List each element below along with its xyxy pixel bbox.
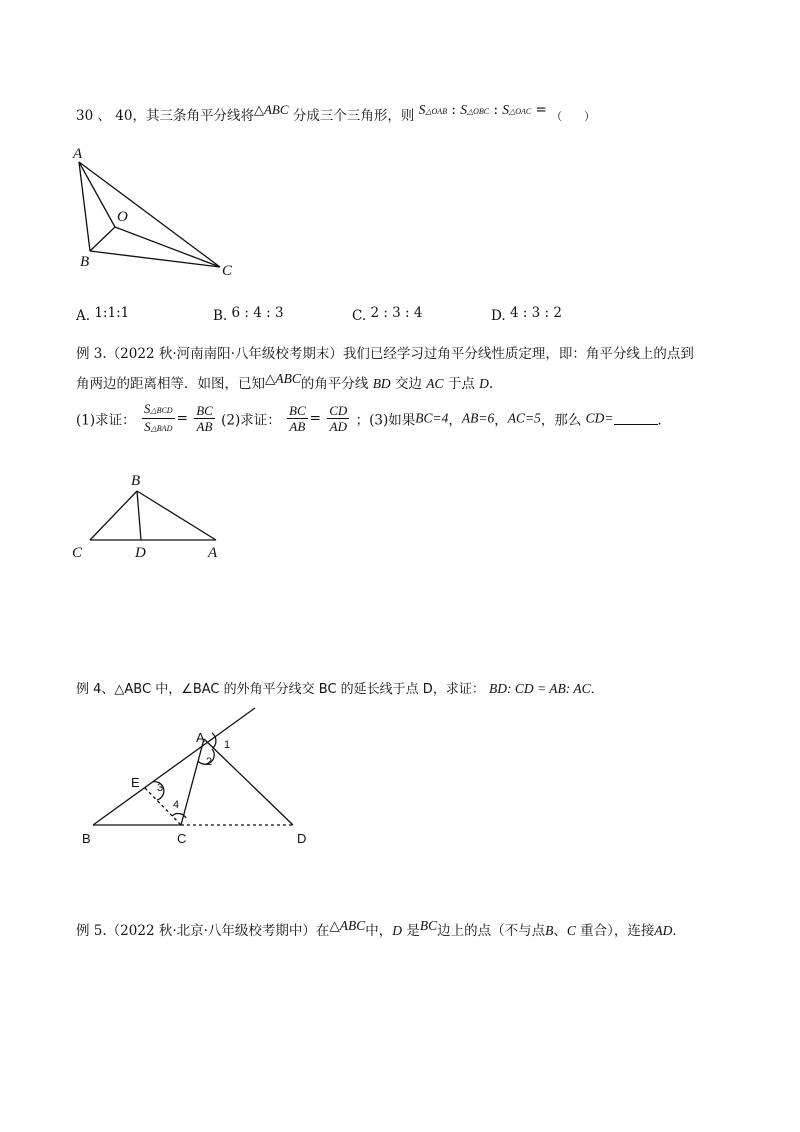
option-a-value: 1:1:1 xyxy=(94,305,130,321)
question-text-1: ，其三条角平分线将 xyxy=(132,108,254,124)
ex3-part-2: (2)求证： xyxy=(221,412,281,429)
frac2-num: BC xyxy=(196,403,213,418)
ex3-bc-value: BC=4 xyxy=(415,410,449,426)
area-symbol-3: S xyxy=(502,102,510,117)
ex5-ad: AD xyxy=(654,923,673,938)
ex3-text-a: 角两边的距离相等．如图，已知 xyxy=(76,376,265,392)
fig1-label-a: A xyxy=(73,146,83,162)
option-c-letter: C. xyxy=(352,308,367,324)
ex3-part-1: (1)求证： xyxy=(76,412,136,429)
ex3-text-d: 于点 xyxy=(447,376,475,392)
ex5-text-e: 、 xyxy=(553,923,567,939)
example-3-parts: (1)求证： $\frac{\text{S△BCD}}{\text{S△BAD}}$ = $\frac{BC}{AB}$ (2)求证： $\frac{BC}{AB}$ = $\frac{CD}{AD}$ ；(3)如果BC=4，AB=6，AC=5，那么 CD= ． xyxy=(76,401,672,434)
ex5-d: D xyxy=(392,923,403,938)
ex3-sep-2: ， xyxy=(494,412,508,429)
fig3-label-e: E xyxy=(131,775,140,790)
fig3-label-c: C xyxy=(177,831,187,846)
question-text-2: 分成三个三角形，则 xyxy=(292,108,415,124)
angle-value-2: 40 xyxy=(115,108,133,124)
fig3-label-d: D xyxy=(297,831,307,846)
ex3-bd: BD xyxy=(372,376,391,391)
separator: 、 xyxy=(97,108,111,124)
ex3-text-e: . xyxy=(488,376,494,392)
ex3-part-3: ；(3)如果 xyxy=(355,412,416,429)
area-symbol-1: S xyxy=(418,102,426,117)
ex5-triangle: △ABC xyxy=(329,918,366,933)
option-c-value: 2 : 3 : 4 xyxy=(370,305,423,321)
frac3-num: BC xyxy=(289,403,306,418)
example-3-line-1: 例 3.（2022 秋·河南南阳·八年级校考期末）我们已经学习过角平分线性质定理，即：角平分线上的点到 xyxy=(76,346,694,362)
area-subscript-3: △OAC xyxy=(509,107,532,116)
frac1-num: S xyxy=(143,401,151,416)
option-b-value: 6 : 4 : 3 xyxy=(231,305,284,321)
ex3-sep-1: ， xyxy=(448,412,462,429)
ex5-end: ． xyxy=(672,923,686,939)
ratio-colon-1: : xyxy=(451,102,456,118)
ex3-ac: AC xyxy=(426,376,444,391)
fig1-label-b: B xyxy=(80,254,90,270)
ex3-ac-value: AC=5 xyxy=(507,410,541,426)
answer-parens: （ ） xyxy=(551,110,596,123)
ex3-text-b: 的角平分线 xyxy=(300,376,369,392)
example-5-line xyxy=(76,919,686,939)
ex4-end: ． xyxy=(590,682,604,697)
triangle-abc: △ABC xyxy=(253,102,289,117)
ex5-text-f: 重合），连接 xyxy=(580,923,655,939)
ex5-text-d: 边上的点（不与点 xyxy=(437,923,546,939)
equals-sign: = xyxy=(535,102,547,118)
frac1-den: S xyxy=(144,419,151,434)
option-d-letter: D. xyxy=(491,308,506,324)
fig2-label-b: B xyxy=(131,473,141,489)
area-subscript-2: △OBC xyxy=(466,107,490,116)
fig3-label-a: A xyxy=(196,730,205,745)
ex3-cd-label: CD= xyxy=(585,410,614,426)
ex4-text: 例 4、△ABC 中，∠BAC 的外角平分线交 BC 的延长线于点 D，求证： xyxy=(76,682,485,697)
option-b-letter: B. xyxy=(213,308,228,324)
option-d-value: 4 : 3 : 2 xyxy=(509,305,562,321)
fig3-label-4: 4 xyxy=(173,799,180,811)
ex5-text-b: 中， xyxy=(365,923,393,939)
area-symbol-2: S xyxy=(460,102,467,117)
frac4-num: CD xyxy=(329,403,348,418)
ratio-colon-2: : xyxy=(493,102,498,118)
frac2-den: AB xyxy=(196,419,213,434)
fig1-label-c: C xyxy=(222,263,233,279)
ex3-text-c: 交边 xyxy=(394,376,422,392)
ex3-d: D xyxy=(479,376,489,391)
ex5-c: C xyxy=(566,923,576,938)
frac1-den-sub: △BAD xyxy=(150,424,173,433)
frac4-den: AD xyxy=(329,419,347,434)
fig3-label-1: 1 xyxy=(224,739,231,751)
ex5-text-c: 是 xyxy=(406,923,420,939)
fig1-label-o: O xyxy=(117,209,128,225)
ex5-bc: BC xyxy=(419,918,438,933)
fig3-label-3: 3 xyxy=(157,782,164,794)
option-a-letter: A. xyxy=(76,308,91,324)
fig2-label-d: D xyxy=(135,545,146,561)
fig2-label-a: A xyxy=(208,545,218,561)
ex3-part-3b: ，那么 xyxy=(540,412,582,429)
fig2-label-c: C xyxy=(72,545,83,561)
angle-value-1: 30 xyxy=(76,108,94,124)
fig3-label-2: 2 xyxy=(206,756,213,768)
ex3-end: ． xyxy=(657,412,672,429)
area-subscript-1: △OAB xyxy=(425,107,448,116)
ex3-ab-value: AB=6 xyxy=(461,410,495,426)
fig3-label-b: B xyxy=(82,831,91,846)
frac1-num-sub: △BCD xyxy=(150,406,173,415)
ex5-b: B xyxy=(545,923,554,938)
frac3-den: AB xyxy=(289,419,306,434)
ex4-formula: BD: CD = AB: AC xyxy=(488,681,591,696)
ex5-text-a: 例 5.（2022 秋·北京·八年级校考期中）在 xyxy=(76,923,330,939)
ex3-triangle: △ABC xyxy=(265,371,301,386)
